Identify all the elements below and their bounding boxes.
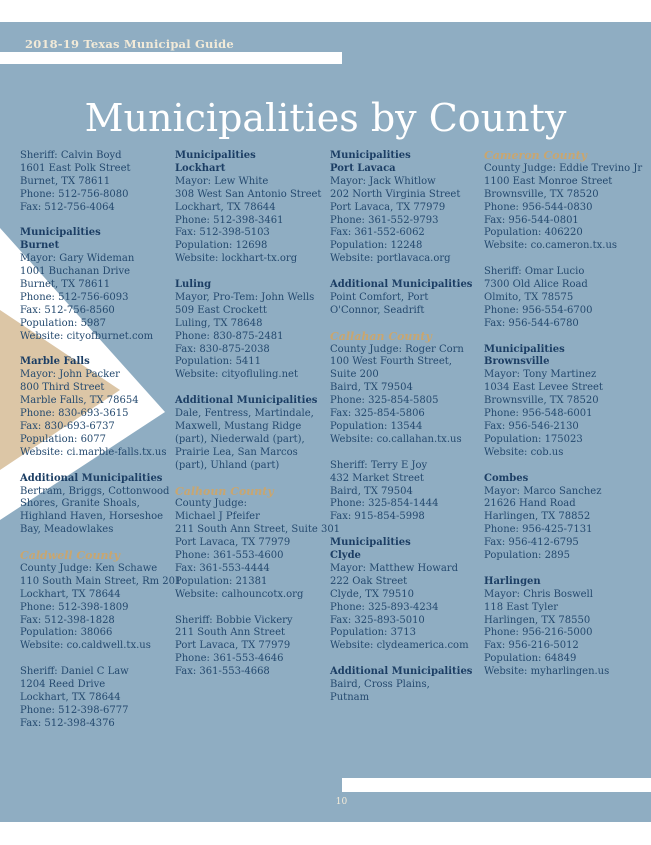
spacer bbox=[484, 460, 642, 473]
entry-line: Baird, Cross Plains, bbox=[330, 679, 430, 691]
spacer bbox=[20, 215, 181, 228]
entry-line: Population: 5987 bbox=[20, 317, 107, 329]
section-heading: Municipalities bbox=[330, 150, 411, 161]
entry-line: Fax: 512-398-1828 bbox=[20, 614, 115, 626]
section-heading: Municipalities bbox=[484, 343, 565, 355]
entry-line: Fax: 325-893-5010 bbox=[330, 614, 425, 626]
entry-line: Website: lockhart-tx.org bbox=[175, 253, 298, 265]
entry-line: Population: 12698 bbox=[175, 240, 268, 252]
entry-line: Fax: 512-398-4376 bbox=[20, 717, 115, 729]
entry-line: Fax: 956-544-0801 bbox=[484, 214, 579, 226]
section-heading: Additional Municipalities bbox=[175, 395, 318, 407]
entry-line: Mayor: Matthew Howard bbox=[330, 562, 458, 574]
entry-line: Website: cityofburnet.com bbox=[20, 330, 154, 342]
entry-line: Phone: 325-854-1444 bbox=[330, 498, 439, 510]
entry-line: Fax: 361-552-6062 bbox=[330, 227, 425, 239]
entry-line: 21626 Hand Road bbox=[484, 498, 576, 510]
entry-line: Luling, TX 78648 bbox=[175, 317, 263, 329]
county-heading: Cameron County bbox=[484, 149, 588, 162]
spacer bbox=[175, 473, 340, 486]
entry-line: Harlingen, TX 78550 bbox=[484, 614, 591, 626]
entry-line: Point Comfort, Port bbox=[330, 291, 429, 303]
entry-line: 202 North Virginia Street bbox=[330, 188, 461, 200]
entry-line: Olmito, TX 78575 bbox=[484, 291, 574, 303]
entry-line: Phone: 956-425-7131 bbox=[484, 524, 593, 536]
spacer bbox=[175, 266, 340, 279]
spacer bbox=[175, 382, 340, 395]
entry-line: Mayor: Gary Wideman bbox=[20, 253, 135, 265]
entry-line: 222 Oak Street bbox=[330, 575, 408, 587]
entry-line: Population: 2895 bbox=[484, 550, 571, 562]
entry-line: Port Lavaca, TX 77979 bbox=[330, 201, 446, 213]
spacer bbox=[484, 331, 642, 344]
entry-line: Website: calhouncotx.org bbox=[175, 588, 304, 600]
entry-line: Mayor: Lew White bbox=[175, 175, 269, 187]
entry-line: County Judge: bbox=[175, 498, 247, 510]
entry-line: Population: 12248 bbox=[330, 240, 423, 252]
spacer bbox=[20, 344, 181, 357]
entry-line: Phone: 956-216-5000 bbox=[484, 627, 593, 639]
entry-line: Phone: 361-552-9793 bbox=[330, 214, 439, 226]
entry-line: Fax: 361-553-4444 bbox=[175, 562, 270, 574]
entry-line: 110 South Main Street, Rm 201 bbox=[20, 575, 182, 587]
entry-line: Population: 38066 bbox=[20, 627, 113, 639]
entry-line: Port Lavaca, TX 77979 bbox=[175, 640, 291, 652]
entry-line: Phone: 956-548-6001 bbox=[484, 408, 593, 420]
entry-line: Mayor, Pro-Tem: John Wells bbox=[175, 291, 315, 303]
section-heading: Additional Municipalities bbox=[330, 666, 473, 678]
section-heading: Combes bbox=[484, 472, 529, 484]
spacer bbox=[330, 524, 472, 537]
entry-line: Sheriff: Bobbie Vickery bbox=[175, 614, 293, 626]
entry-line: O'Connor, Seadrift bbox=[330, 304, 425, 316]
entry-line: Website: co.callahan.tx.us bbox=[330, 433, 462, 445]
entry-line: Phone: 512-756-8080 bbox=[20, 188, 129, 200]
section-heading: Additional Municipalities bbox=[20, 472, 163, 484]
entry-line: Website: ci.marble-falls.tx.us bbox=[20, 446, 167, 458]
entry-line: Website: cityofluling.net bbox=[175, 369, 298, 381]
entry-line: Shores, Granite Shoals, bbox=[20, 498, 140, 510]
entry-line: Putnam bbox=[330, 691, 370, 703]
footer-rule bbox=[342, 778, 651, 792]
entry-line: Baird, TX 79504 bbox=[330, 485, 413, 497]
entry-line: Fax: 512-398-5103 bbox=[175, 227, 270, 239]
running-head: 2018-19 Texas Municipal Guide bbox=[25, 37, 234, 51]
entry-line: 211 South Ann Street, Suite 301 bbox=[175, 524, 341, 536]
entry-line: Fax: 956-544-6780 bbox=[484, 317, 579, 329]
section-heading: Municipalities bbox=[20, 227, 101, 239]
entry-line: Lockhart, TX 78644 bbox=[20, 588, 121, 600]
entry-line: Baird, TX 79504 bbox=[330, 382, 413, 394]
section-heading: Clyde bbox=[330, 550, 361, 562]
section-heading: Municipalities bbox=[330, 537, 411, 549]
entry-line: Brownsville, TX 78520 bbox=[484, 188, 599, 200]
entry-line: 509 East Crockett bbox=[175, 304, 267, 316]
entry-line: Fax: 512-756-8560 bbox=[20, 304, 115, 316]
entry-line: Phone: 512-398-3461 bbox=[175, 214, 284, 226]
entry-line: Population: 64849 bbox=[484, 653, 577, 665]
entry-line: (part), Uhland (part) bbox=[175, 459, 280, 471]
entry-line: Phone: 361-553-4600 bbox=[175, 550, 284, 562]
entry-line: Marble Falls, TX 78654 bbox=[20, 395, 139, 407]
entry-line: Population: 406220 bbox=[484, 227, 583, 239]
entry-line: Maxwell, Mustang Ridge bbox=[175, 421, 302, 432]
entry-line: 308 West San Antonio Street bbox=[175, 188, 322, 200]
entry-line: 118 East Tyler bbox=[484, 601, 559, 613]
entry-line: Population: 3713 bbox=[330, 627, 417, 639]
entry-line: 1100 East Monroe Street bbox=[484, 175, 613, 187]
section-heading: Luling bbox=[175, 279, 212, 291]
entry-line: Fax: 956-546-2130 bbox=[484, 421, 579, 432]
section-heading: Port Lavaca bbox=[330, 162, 396, 174]
spacer bbox=[330, 447, 472, 460]
entry-line: (part), Niederwald (part), bbox=[175, 433, 305, 445]
entry-line: Mayor: John Packer bbox=[20, 369, 120, 381]
entry-line: Phone: 956-544-0830 bbox=[484, 201, 593, 213]
column-4 bbox=[484, 150, 642, 679]
entry-line: Mayor: Chris Boswell bbox=[484, 588, 593, 600]
section-heading: Harlingen bbox=[484, 575, 541, 587]
entry-line: Lockhart, TX 78644 bbox=[175, 201, 276, 213]
entry-line: Phone: 830-693-3615 bbox=[20, 408, 129, 420]
entry-line: Website: cob.us bbox=[484, 446, 564, 458]
spacer bbox=[175, 602, 340, 615]
entry-line: Burnet, TX 78611 bbox=[20, 175, 111, 187]
entry-line: Bay, Meadowlakes bbox=[20, 524, 114, 536]
section-heading: Burnet bbox=[20, 240, 60, 252]
entry-line: Website: co.cameron.tx.us bbox=[484, 240, 618, 252]
bottom-band bbox=[0, 822, 651, 845]
spacer bbox=[20, 653, 181, 666]
entry-line: Phone: 361-553-4646 bbox=[175, 653, 284, 665]
entry-line: 100 West Fourth Street, bbox=[330, 356, 452, 368]
entry-line: Fax: 956-216-5012 bbox=[484, 640, 579, 652]
entry-line: Fax: 512-756-4064 bbox=[20, 201, 115, 213]
entry-line: Website: portlavaca.org bbox=[330, 253, 451, 265]
entry-line: Port Lavaca, TX 77979 bbox=[175, 537, 291, 549]
spacer bbox=[484, 563, 642, 576]
entry-line: Highland Haven, Horseshoe bbox=[20, 511, 164, 523]
section-heading: Brownsville bbox=[484, 356, 550, 368]
entry-line: Fax: 915-854-5998 bbox=[330, 511, 425, 523]
entry-line: Michael J Pfeifer bbox=[175, 511, 260, 523]
entry-line: Mayor: Tony Martinez bbox=[484, 369, 597, 381]
entry-line: 1034 East Levee Street bbox=[484, 382, 603, 394]
entry-line: County Judge: Roger Corn bbox=[330, 343, 464, 355]
entry-line: Population: 6077 bbox=[20, 433, 107, 445]
entry-line: Phone: 325-893-4234 bbox=[330, 601, 439, 613]
entry-line: Sheriff: Calvin Boyd bbox=[20, 150, 122, 161]
entry-line: Mayor: Marco Sanchez bbox=[484, 485, 602, 497]
entry-line: Dale, Fentress, Martindale, bbox=[175, 408, 314, 420]
entry-line: Population: 5411 bbox=[175, 356, 262, 368]
section-heading: Lockhart bbox=[175, 162, 226, 174]
entry-line: Suite 200 bbox=[330, 369, 379, 381]
entry-line: Harlingen, TX 78852 bbox=[484, 511, 591, 523]
entry-line: Fax: 325-854-5806 bbox=[330, 408, 425, 420]
entry-line: Population: 21381 bbox=[175, 575, 268, 587]
entry-line: Phone: 956-554-6700 bbox=[484, 304, 593, 316]
column-2 bbox=[175, 150, 340, 679]
entry-line: 7300 Old Alice Road bbox=[484, 279, 588, 291]
entry-line: Brownsville, TX 78520 bbox=[484, 395, 599, 407]
entry-line: Mayor: Jack Whitlow bbox=[330, 175, 436, 187]
entry-line: 1601 East Polk Street bbox=[20, 162, 131, 174]
section-heading: Marble Falls bbox=[20, 356, 90, 368]
entry-line: Sheriff: Terry E Joy bbox=[330, 459, 428, 471]
entry-line: Website: myharlingen.us bbox=[484, 666, 610, 678]
entry-line: Fax: 956-412-6795 bbox=[484, 537, 579, 549]
entry-line: Population: 13544 bbox=[330, 421, 423, 432]
column-1 bbox=[20, 150, 181, 731]
entry-line: County Judge: Eddie Trevino Jr bbox=[484, 162, 643, 174]
column-3 bbox=[330, 150, 472, 705]
page-title: Municipalities by County bbox=[84, 96, 567, 140]
section-heading: Additional Municipalities bbox=[330, 279, 473, 291]
county-heading: Caldwell County bbox=[20, 549, 120, 563]
county-heading: Callahan County bbox=[330, 329, 432, 343]
entry-line: 211 South Ann Street bbox=[175, 627, 285, 639]
entry-line: 432 Market Street bbox=[330, 472, 424, 484]
entry-line: Website: clydeamerica.com bbox=[330, 640, 469, 652]
entry-line: Website: co.caldwell.tx.us bbox=[20, 640, 151, 652]
entry-line: Sheriff: Daniel C Law bbox=[20, 666, 129, 678]
entry-line: Phone: 512-756-6093 bbox=[20, 291, 129, 303]
entry-line: Phone: 512-398-1809 bbox=[20, 601, 129, 613]
entry-line: 800 Third Street bbox=[20, 382, 105, 394]
entry-line: Fax: 830-693-6737 bbox=[20, 421, 115, 432]
entry-line: Fax: 830-875-2038 bbox=[175, 343, 270, 355]
entry-line: Phone: 325-854-5805 bbox=[330, 395, 439, 407]
entry-line: 1204 Reed Drive bbox=[20, 679, 106, 691]
entry-line: 1001 Buchanan Drive bbox=[20, 266, 131, 278]
section-heading: Municipalities bbox=[175, 150, 256, 161]
entry-line: Population: 175023 bbox=[484, 433, 583, 445]
entry-line: Phone: 512-398-6777 bbox=[20, 704, 129, 716]
entry-line: Lockhart, TX 78644 bbox=[20, 691, 121, 703]
entry-line: Bertram, Briggs, Cottonwood bbox=[20, 485, 170, 497]
county-heading: Calhoun County bbox=[175, 484, 274, 498]
spacer bbox=[330, 653, 472, 666]
entry-line: Sheriff: Omar Lucio bbox=[484, 266, 585, 278]
page-number: 10 bbox=[335, 797, 348, 807]
spacer bbox=[330, 318, 472, 331]
entry-line: Prairie Lea, San Marcos bbox=[175, 446, 298, 458]
spacer bbox=[330, 266, 472, 279]
entry-line: Fax: 361-553-4668 bbox=[175, 666, 270, 678]
entry-line: Burnet, TX 78611 bbox=[20, 279, 111, 291]
entry-line: Clyde, TX 79510 bbox=[330, 588, 414, 600]
entry-line: Phone: 830-875-2481 bbox=[175, 330, 284, 342]
spacer bbox=[20, 460, 181, 473]
spacer bbox=[484, 253, 642, 266]
entry-line: County Judge: Ken Schawe bbox=[20, 562, 158, 574]
